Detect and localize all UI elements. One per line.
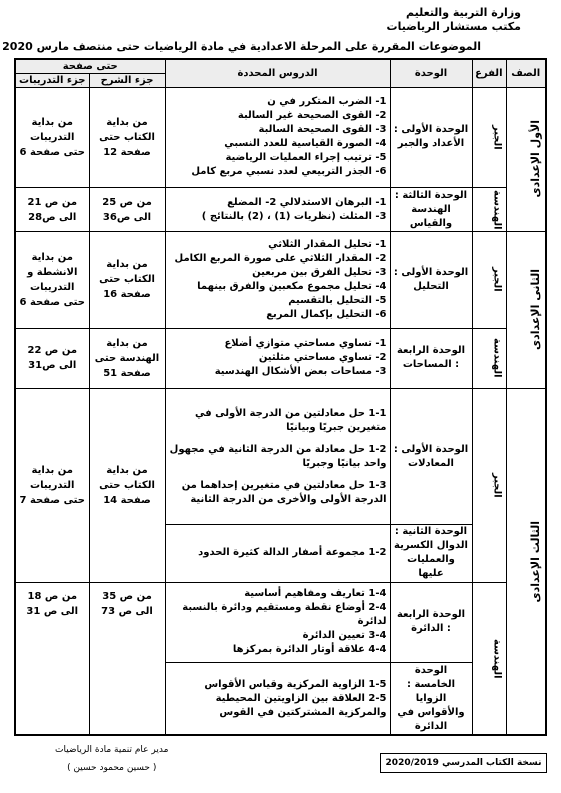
unit-cell: الوحدة الرابعة : المساحات: [390, 328, 472, 389]
lessons-cell: 1-1 حل معادلتين من الدرجة الأولى في متغيرين جبريًا وبيانيًا 1-2 حل معادلة من الدرجة الثانية في مجهول واحد بيانيًا وجبريًا 1-3 حل معادلتين في متغيرين إحداهما من الدرجة الأولى والأخرى من الدرجة الثانية: [165, 389, 390, 525]
signature-block: [55, 745, 168, 773]
exercise-page-cell: من بداية التدريبات حتى صفحة 6: [15, 87, 89, 188]
grade-cell: الثالث الإعدادى: [506, 389, 546, 735]
unit-cell: الوحدة الخامسة : الزوايا والأقواس في الدائرة: [390, 663, 472, 735]
col-branch: الفرع: [472, 59, 506, 87]
col-lessons: الدروس المحددة: [165, 59, 390, 87]
branch-cell: الهندسة: [472, 188, 506, 231]
table-row: [15, 231, 546, 328]
table-row: [15, 582, 546, 663]
unit-cell: الوحدة الأولى : الأعداد والجبر: [390, 87, 472, 188]
explain-page-cell: من بداية الكتاب حتى صفحة 16: [89, 231, 165, 328]
table-row: [15, 188, 546, 231]
grade-cell: الثانى الإعدادى: [506, 231, 546, 388]
branch-cell: الجبر: [472, 87, 506, 188]
unit-cell: الوحدة الثانية : الدوال الكسرية والعمليات عليها: [390, 525, 472, 582]
col-exercise: جزء التدريبات: [15, 73, 89, 87]
book-version-box: نسخة الكتاب المدرسي 2020/2019: [380, 753, 547, 773]
lessons-cell: 1- الضرب المتكرر في ن 2- القوى الصحيحة غير السالبة 3- القوى الصحيحة السالبة 4- الصورة القياسية للعدد النسبي 5- ترتيب إجراء العمليات الرياضية 6- الجذر التربيعي لعدد نسبي مربع كامل: [165, 87, 390, 188]
col-grade: الصف: [506, 59, 546, 87]
curriculum-table: [14, 58, 547, 736]
lessons-cell: 1-5 الزاوية المركزية وقياس الأقواس 2-5 العلاقة بين الزاويتين المحيطية والمركزية المشتركتين في القوس: [165, 663, 390, 735]
explain-page-cell: من ص 25 الى ص36: [89, 188, 165, 231]
branch-cell: الجبر: [472, 231, 506, 328]
lessons-cell: 1- تساوي مساحتي متوازي أضلاع 2- تساوي مساحتي مثلثين 3- مساحات بعض الأشكال الهندسية: [165, 328, 390, 389]
lessons-cell: 1- البرهان الاستدلالي 2- المضلع 3- المثلث (نظريات (1) ، (2) بالنتائج ): [165, 188, 390, 231]
explain-page-cell: من ص 35 الى ص 73: [89, 582, 165, 735]
table-row: [15, 328, 546, 389]
lessons-cell: 1-2 مجموعة أصفار الدالة كثيرة الحدود: [165, 525, 390, 582]
exercise-page-cell: من ص 18 الى ص 31: [15, 582, 89, 735]
branch-cell: الهندسة: [472, 328, 506, 389]
grade-cell: الأول الإعدادى: [506, 87, 546, 231]
exercise-page-cell: من بداية التدريبات حتى صفحة 7: [15, 389, 89, 583]
explain-page-cell: من بداية الكتاب حتى صفحة 12: [89, 87, 165, 188]
explain-page-cell: من بداية الكتاب حتى صفحة 14: [89, 389, 165, 583]
exercise-page-cell: من ص 22 الى ص31: [15, 328, 89, 389]
col-until-page: حتى صفحة: [15, 59, 165, 73]
unit-cell: الوحدة الأولى : التحليل: [390, 231, 472, 328]
office-name: مكتب مستشار الرياضيات: [386, 20, 521, 33]
table-row: [15, 87, 546, 188]
unit-cell: الوحدة الرابعة : الدائرة: [390, 582, 472, 663]
lessons-cell: 1- تحليل المقدار الثلاثي 2- المقدار الثلاثي على صورة المربع الكامل 3- تحليل الفرق بين مربعين 4- تحليل مجموع مكعبين والفرق بينهما 5- التحليل بالتقسيم 6- التحليل بإكمال المربع: [165, 231, 390, 328]
lessons-cell: 1-4 تعاريف ومفاهيم أساسية 2-4 أوضاع نقطة ومستقيم ودائرة بالنسبة لدائرة 3-4 تعيين الدائرة 4-4 علاقة أوتار الدائرة بمركزها: [165, 582, 390, 663]
branch-cell: الجبر: [472, 389, 506, 583]
col-unit: الوحدة: [390, 59, 472, 87]
ministry-name: وزارة التربية والتعليم: [406, 6, 521, 19]
signer-name: ( حسين محمود حسين ): [67, 763, 157, 773]
page-title: الموضوعات المقررة على المرحلة الاعدادية في مادة الرياضيات حتى منتصف مارس 2020: [2, 40, 481, 53]
exercise-page-cell: من بداية الانشطة و التدريبات حتى صفحة 6: [15, 231, 89, 328]
unit-cell: الوحدة الأولى : المعادلات: [390, 389, 472, 525]
signer-title: مدير عام تنمية مادة الرياضيات: [55, 745, 169, 755]
exercise-page-cell: من ص 21 الى ص28: [15, 188, 89, 231]
table-row: [15, 389, 546, 525]
col-explain: جزء الشرح: [89, 73, 165, 87]
branch-cell: الهندسة: [472, 582, 506, 735]
explain-page-cell: من بداية الهندسة حتى صفحة 51: [89, 328, 165, 389]
unit-cell: الوحدة الثالثة : الهندسة والقياس: [390, 188, 472, 231]
